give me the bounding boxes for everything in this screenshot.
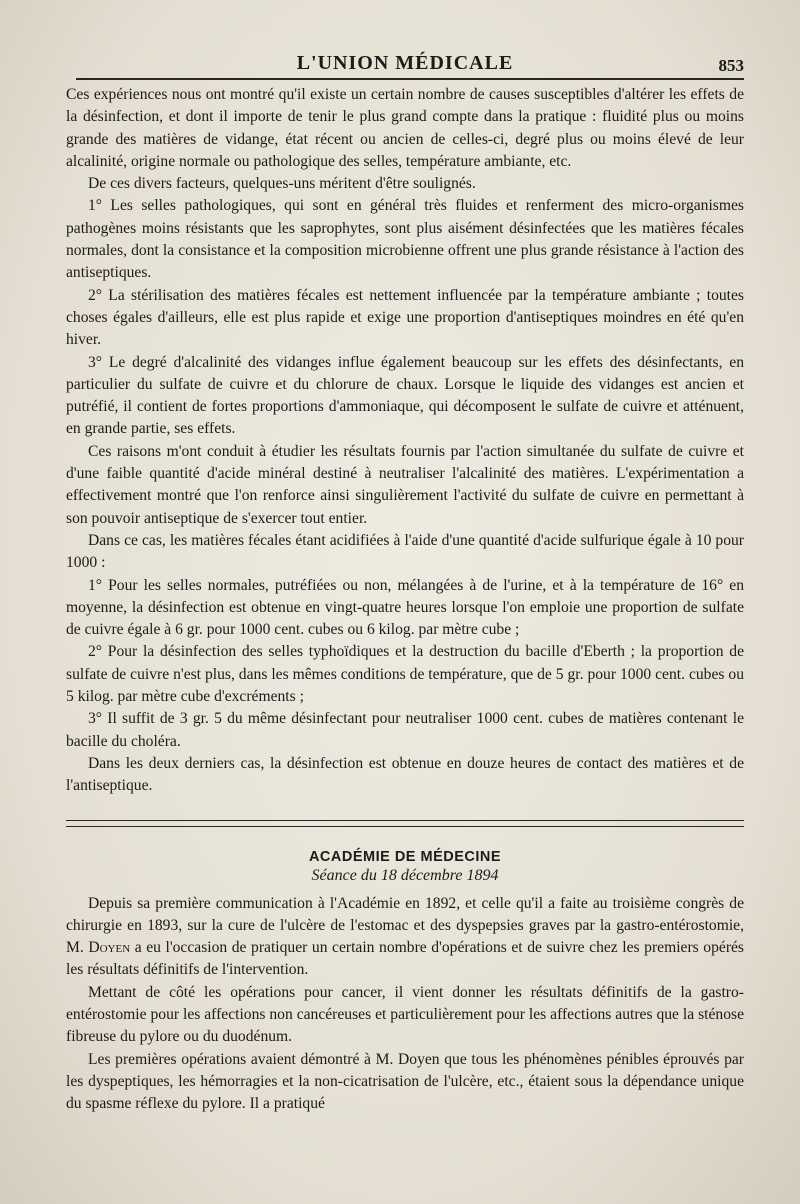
article-body: [66, 84, 744, 798]
paragraph: 1° Les selles pathologiques, qui sont en général très fluides et renferment des micro-organismes pathogènes moins résistants que les saprophytes, sont plus aisément désinfectées que les matières fécales normales, dont la consistance et la composition microbienne offrent une plus grande résistance à l'action des antiseptiques.: [66, 197, 744, 282]
text-run: a eu l'occasion de pratiquer un certain nombre d'opérations et de suivre chez les premiers opérés les résultats définitifs de l'intervention.: [66, 939, 745, 979]
text-run: Depuis sa première communication à l'Académie en 1892, et celle qu'il a faite au troisième congrès de chirurgie en 1893, sur la cure de l'ulcère de l'estomac et des dyspepsies graves par la gastro-entérostomie, M.: [66, 894, 744, 957]
running-title: L'UNION MÉDICALE: [296, 52, 514, 74]
paragraph: De ces divers facteurs, quelques-uns méritent d'être soulignés.: [88, 175, 476, 193]
paragraph: 3° Il suffit de 3 gr. 5 du même désinfectant pour neutraliser 1000 cent. cubes de matières contenant le bacille du choléra.: [66, 710, 744, 750]
paragraph: 1° Pour les selles normales, putréfiées ou non, mélangées à de l'urine, et à la température de 16° en moyenne, la désinfection est obtenue en vingt-quatre heures lorsque l'on emploie une proportion de sulfate de cuivre égale à 6 gr. pour 1000 cent. cubes ou 6 kilog. par mètre cube ;: [66, 576, 744, 639]
paragraph: Ces raisons m'ont conduit à étudier les résultats fournis par l'action simultanée du sulfate de cuivre et d'une faible quantité d'acide minéral destiné à neutraliser l'alcalinité des matières. L'expérimentation a effectivement montré que l'on renforce ainsi singulièrement l'activité du sulfate de cuivre en permettant à son pouvoir antiseptique de s'exercer tout entier.: [66, 442, 744, 527]
header-rule: [76, 78, 744, 80]
paragraph: 2° Pour la désinfection des selles typhoïdiques et la destruction du bacille d'Eberth ; la proportion de sulfate de cuivre n'est plus, dans les mêmes conditions de température, que de 5 gr. pour 1000 cent. cubes ou 5 kilog. par mètre cube d'excréments ;: [66, 643, 744, 706]
paragraph: 2° La stérilisation des matières fécales est nettement influencée par la température ambiante ; toutes choses égales d'ailleurs, elle est plus rapide et exige une proportion d'antiseptiques moindres en été qu'en hiver.: [66, 286, 744, 349]
section-title: ACADÉMIE DE MÉDECINE: [308, 848, 502, 865]
page-number: 853: [718, 56, 744, 75]
paragraph: Mettant de côté les opérations pour cancer, il vient donner les résultats définitifs de la gastro-entérostomie pour les affections non cancéreuses et particulièrement pour les affections autres que la sténose fibreuse du pylore ou du duodénum.: [66, 983, 744, 1046]
seance-date: Séance du 18 décembre 1894: [311, 866, 499, 884]
academy-section: [66, 849, 744, 1116]
paragraph: 3° Le degré d'alcalinité des vidanges influe également beaucoup sur les effets des désinfectants, en particulier du sulfate de cuivre et du chlorure de chaux. Lorsque le liquide des vidanges est ancien et putréfié, il contient de fortes proportions d'ammoniaque, qui décomposent le sulfate de cuivre et atténuent, en grande partie, ses effets.: [66, 353, 744, 438]
paragraph: Les premières opérations avaient démontré à M. Doyen que tous les phénomènes pénibles éprouvés par les dyspeptiques, les hémorragies et la non-cicatrisation de l'ulcère, etc., étaient sous la dépendance unique du spasme réflexe du pylore. Il a pratiqué: [66, 1050, 744, 1113]
author-name: Doyen: [88, 939, 131, 957]
paragraph: Dans ce cas, les matières fécales étant acidifiées à l'aide d'une quantité d'acide sulfurique égale à 10 pour 1000 :: [66, 531, 744, 572]
section-separator: [66, 820, 744, 827]
paragraph: [66, 893, 744, 982]
paragraph: Dans les deux derniers cas, la désinfection est obtenue en douze heures de contact des matières et de l'antiseptique.: [66, 754, 744, 795]
paragraph: Ces expériences nous ont montré qu'il existe un certain nombre de causes susceptibles d'altérer les effets de la désinfection, et dont il importe de tenir le plus grand compte dans la pratique : fluidité plus ou moins grande des matières de vidange, état récent ou ancien de celles-ci, degré plus ou moins élevé de leur alcalinité, origine normale ou pathologique des selles, température ambiante, etc.: [66, 86, 744, 170]
page-header: [66, 44, 744, 78]
